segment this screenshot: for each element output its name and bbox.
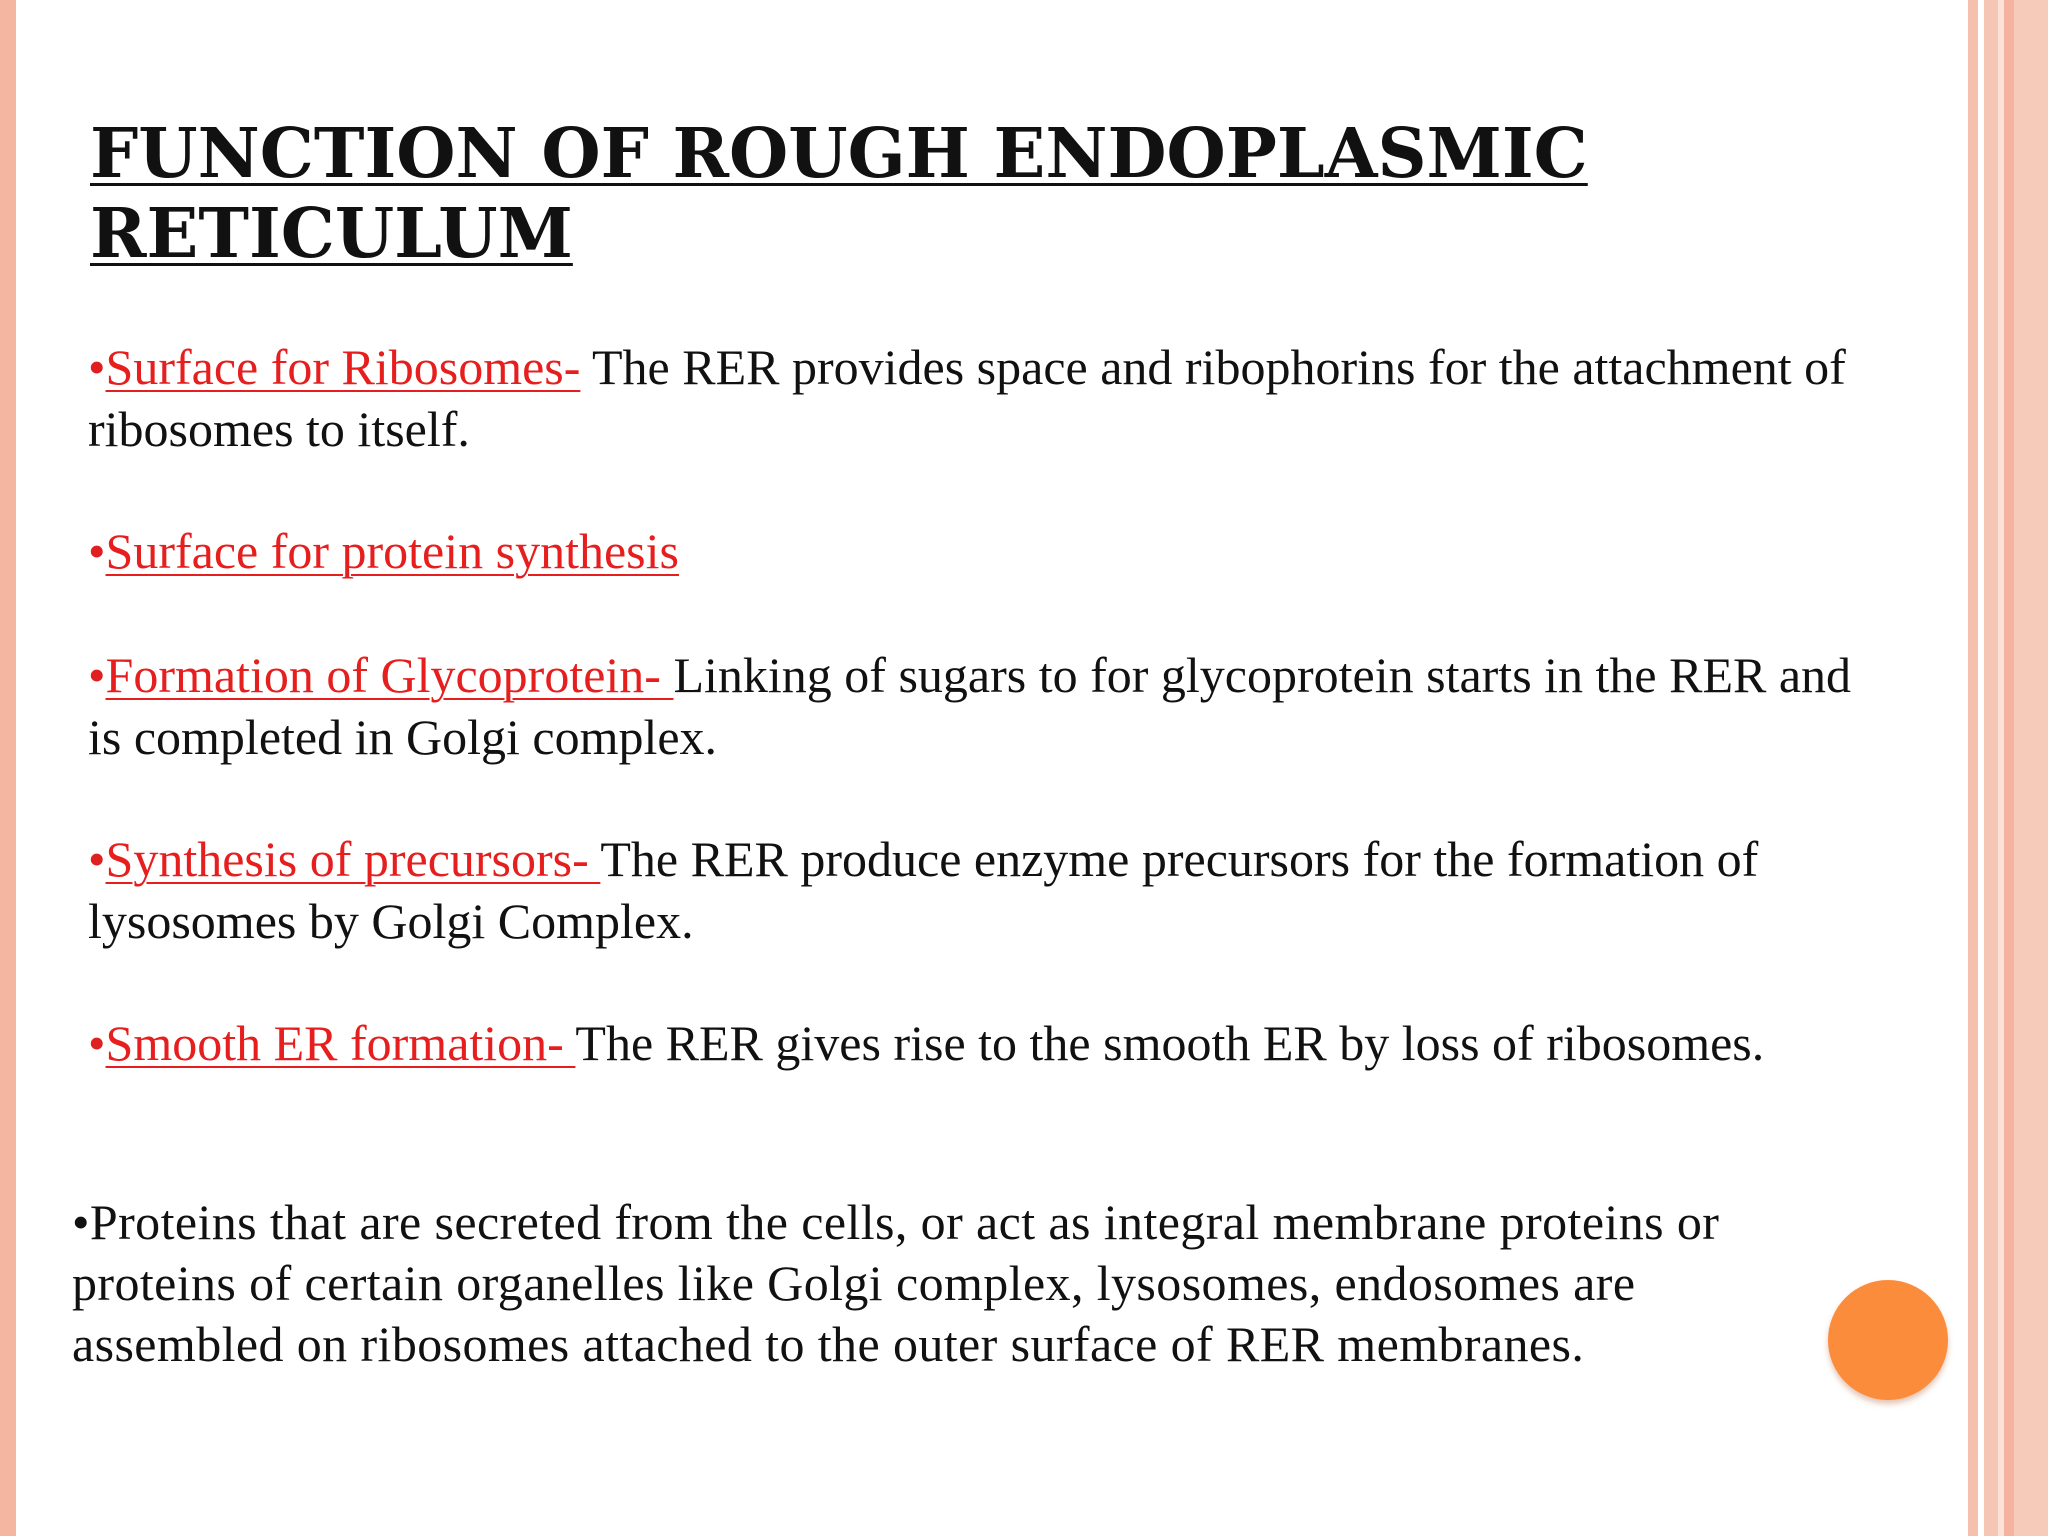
bullet-marker: • — [88, 1015, 106, 1071]
summary-paragraph: •Proteins that are secreted from the cells, or act as integral membrane proteins or proteins of certain organelles like Golgi complex, lysosomes, endosomes are assembled on ribosomes attached to the outer surface of RER membranes. — [72, 1194, 1720, 1372]
bullet-item — [88, 644, 1868, 768]
bullet-text: The RER provides space and ribophorins for the attachment of ribosomes to itself. — [88, 339, 1846, 457]
bullet-term: Surface for Ribosomes- — [105, 339, 581, 395]
orange-circle-decoration — [1828, 1280, 1948, 1400]
border-stripe — [1984, 0, 1998, 1536]
bullet-item — [88, 520, 1868, 582]
bullet-marker: • — [88, 831, 106, 887]
bullet-text: The RER gives rise to the smooth ER by loss of ribosomes. — [575, 1015, 1765, 1071]
bullet-term: Synthesis of precursors- — [105, 831, 601, 887]
border-stripe — [2014, 0, 2048, 1536]
title-line-2: RETICULUM — [90, 194, 573, 274]
bullet-item — [88, 828, 1868, 952]
bullet-item — [88, 1012, 1868, 1074]
bullet-marker: • — [88, 523, 106, 579]
bullet-item — [88, 336, 1868, 460]
bullet-term: Surface for protein synthesis — [105, 523, 679, 579]
border-stripe — [2004, 0, 2014, 1536]
right-decorative-border — [1968, 0, 2048, 1536]
bullet-text: The RER produce enzyme precursors for the formation of lysosomes by Golgi Complex. — [88, 831, 1759, 949]
bullet-term: Smooth ER formation- — [105, 1015, 576, 1071]
border-stripe — [1968, 0, 1978, 1536]
bullet-term: Formation of Glycoprotein- — [105, 647, 674, 703]
bullet-text: Linking of sugars to for glycoprotein starts in the RER and is completed in Golgi complex. — [88, 647, 1852, 765]
bullet-marker: • — [88, 339, 106, 395]
slide-title — [90, 114, 1690, 274]
left-accent-bar — [0, 0, 16, 1536]
bullet-marker: • — [88, 647, 106, 703]
title-line-1: FUNCTION OF ROUGH ENDOPLASMIC — [90, 114, 1588, 194]
